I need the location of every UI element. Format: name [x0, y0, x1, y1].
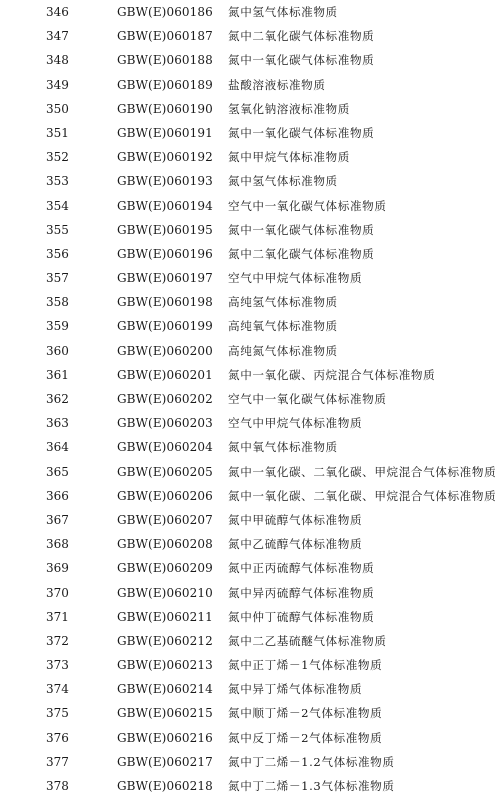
material-name: 氮中丁二烯－1.3气体标准物质 — [228, 779, 395, 793]
material-name: 氮中二氧化碳气体标准物质 — [228, 246, 375, 261]
row-number: 363 — [46, 416, 69, 431]
table-row — [0, 169, 500, 193]
material-name: 氮中正丁烯－1气体标准物质 — [228, 658, 383, 673]
material-name: 高纯氮气体标准物质 — [228, 343, 338, 358]
row-number: 359 — [46, 319, 69, 334]
material-name: 氮中丁二烯－1.2气体标准物质 — [228, 754, 395, 769]
material-name: 氮中一氧化碳气体标准物质 — [228, 222, 375, 237]
material-name: 氮中反丁烯－2气体标准物质 — [228, 730, 383, 745]
row-number: 358 — [46, 295, 69, 310]
row-number: 355 — [46, 222, 69, 237]
row-number: 350 — [46, 101, 69, 116]
row-number: 377 — [46, 754, 69, 769]
catalog-code: GBW(E)060192 — [117, 150, 213, 165]
catalog-code: GBW(E)060211 — [117, 609, 213, 624]
table-row — [0, 653, 500, 677]
material-name: 盐酸溶液标准物质 — [228, 77, 326, 92]
table-row — [0, 605, 500, 629]
material-name: 氮中一氧化碳气体标准物质 — [228, 125, 375, 140]
catalog-code: GBW(E)060210 — [117, 585, 213, 600]
table-row — [0, 194, 500, 218]
table-row — [0, 435, 500, 459]
table-row — [0, 24, 500, 48]
catalog-code: GBW(E)060193 — [117, 174, 213, 189]
material-name: 氮中氢气体标准物质 — [228, 5, 338, 19]
catalog-code: GBW(E)060218 — [117, 779, 213, 793]
material-name: 空气中甲烷气体标准物质 — [228, 416, 363, 431]
row-number: 370 — [46, 585, 69, 600]
row-number: 366 — [46, 488, 69, 503]
table-row — [0, 387, 500, 411]
table-row — [0, 242, 500, 266]
table-row — [0, 629, 500, 653]
table-row — [0, 0, 500, 24]
catalog-code: GBW(E)060203 — [117, 416, 213, 431]
material-name: 高纯氧气体标准物质 — [228, 319, 338, 334]
catalog-code: GBW(E)060197 — [117, 271, 213, 286]
row-number: 368 — [46, 537, 69, 552]
catalog-code: GBW(E)060196 — [117, 246, 213, 261]
material-name: 氮中仲丁硫醇气体标准物质 — [228, 609, 375, 624]
catalog-code: GBW(E)060214 — [117, 682, 213, 697]
row-number: 353 — [46, 174, 69, 189]
row-number: 362 — [46, 392, 69, 406]
catalog-code: GBW(E)060212 — [117, 633, 213, 648]
catalog-code: GBW(E)060186 — [117, 5, 213, 19]
catalog-code: GBW(E)060215 — [117, 706, 213, 721]
material-name: 氮中一氧化碳、二氧化碳、甲烷混合气体标准物质 — [228, 488, 497, 503]
table-row — [0, 677, 500, 701]
catalog-code: GBW(E)060217 — [117, 754, 213, 769]
table-row — [0, 460, 500, 484]
catalog-code: GBW(E)060213 — [117, 658, 213, 673]
material-name: 空气中甲烷气体标准物质 — [228, 271, 363, 286]
row-number: 371 — [46, 609, 69, 624]
table-row — [0, 701, 500, 725]
catalog-code: GBW(E)060202 — [117, 392, 213, 406]
row-number: 348 — [46, 53, 69, 68]
table-row — [0, 314, 500, 338]
material-name: 氮中一氧化碳、丙烷混合气体标准物质 — [228, 367, 436, 382]
row-number: 369 — [46, 561, 69, 576]
material-name: 氮中氧气体标准物质 — [228, 440, 338, 455]
table-row — [0, 97, 500, 121]
row-number: 376 — [46, 730, 69, 745]
table-row — [0, 73, 500, 97]
row-number: 367 — [46, 512, 69, 527]
catalog-code: GBW(E)060187 — [117, 29, 213, 44]
catalog-code: GBW(E)060190 — [117, 101, 213, 116]
table-row — [0, 556, 500, 580]
catalog-code: GBW(E)060199 — [117, 319, 213, 334]
material-name: 高纯氢气体标准物质 — [228, 295, 338, 310]
material-name: 氮中乙硫醇气体标准物质 — [228, 537, 363, 552]
material-name: 氮中一氧化碳、二氧化碳、甲烷混合气体标准物质 — [228, 464, 497, 479]
catalog-code: GBW(E)060200 — [117, 343, 213, 358]
table-row — [0, 339, 500, 363]
catalog-code: GBW(E)060188 — [117, 53, 213, 68]
table-row — [0, 290, 500, 314]
catalog-code: GBW(E)060206 — [117, 488, 213, 503]
catalog-code: GBW(E)060201 — [117, 367, 213, 382]
row-number: 373 — [46, 658, 69, 673]
catalog-code: GBW(E)060205 — [117, 464, 213, 479]
row-number: 347 — [46, 29, 69, 44]
catalog-code: GBW(E)060207 — [117, 512, 213, 527]
table-row — [0, 774, 500, 798]
table-row — [0, 532, 500, 556]
table-row — [0, 218, 500, 242]
row-number: 375 — [46, 706, 69, 721]
catalog-code: GBW(E)060191 — [117, 125, 213, 140]
row-number: 360 — [46, 343, 69, 358]
table-row — [0, 266, 500, 290]
material-name: 氮中甲硫醇气体标准物质 — [228, 512, 363, 527]
table-row — [0, 750, 500, 774]
material-name: 空气中一氧化碳气体标准物质 — [228, 198, 387, 213]
row-number: 356 — [46, 246, 69, 261]
row-number: 349 — [46, 77, 69, 92]
row-number: 374 — [46, 682, 69, 697]
material-name: 氮中顺丁烯－2气体标准物质 — [228, 706, 383, 721]
row-number: 357 — [46, 271, 69, 286]
row-number: 364 — [46, 440, 69, 455]
catalog-code: GBW(E)060216 — [117, 730, 213, 745]
catalog-code: GBW(E)060194 — [117, 198, 213, 213]
row-number: 372 — [46, 633, 69, 648]
row-number: 365 — [46, 464, 69, 479]
table-row — [0, 48, 500, 72]
material-name: 氮中一氧化碳气体标准物质 — [228, 53, 375, 68]
catalog-code: GBW(E)060209 — [117, 561, 213, 576]
material-name: 氮中异丁烯气体标准物质 — [228, 682, 363, 697]
material-name: 氮中二乙基硫醚气体标准物质 — [228, 633, 387, 648]
catalog-code: GBW(E)060198 — [117, 295, 213, 310]
table-row — [0, 484, 500, 508]
material-name: 空气中一氧化碳气体标准物质 — [228, 392, 387, 406]
material-name: 氮中二氧化碳气体标准物质 — [228, 29, 375, 44]
material-name: 氮中异丙硫醇气体标准物质 — [228, 585, 375, 600]
table-row — [0, 411, 500, 435]
table-row — [0, 581, 500, 605]
table-row — [0, 121, 500, 145]
row-number: 354 — [46, 198, 69, 213]
table-row — [0, 145, 500, 169]
table-row — [0, 508, 500, 532]
row-number: 378 — [46, 779, 69, 793]
row-number: 361 — [46, 367, 69, 382]
material-name: 氮中正丙硫醇气体标准物质 — [228, 561, 375, 576]
row-number: 352 — [46, 150, 69, 165]
material-name: 氮中甲烷气体标准物质 — [228, 150, 350, 165]
catalog-code: GBW(E)060208 — [117, 537, 213, 552]
material-name: 氢氧化钠溶液标准物质 — [228, 101, 350, 116]
table-row — [0, 363, 500, 387]
catalog-code: GBW(E)060204 — [117, 440, 213, 455]
row-number: 346 — [46, 5, 69, 19]
catalog-code: GBW(E)060189 — [117, 77, 213, 92]
material-name: 氮中氢气体标准物质 — [228, 174, 338, 189]
row-number: 351 — [46, 125, 69, 140]
table-row — [0, 726, 500, 750]
catalog-code: GBW(E)060195 — [117, 222, 213, 237]
